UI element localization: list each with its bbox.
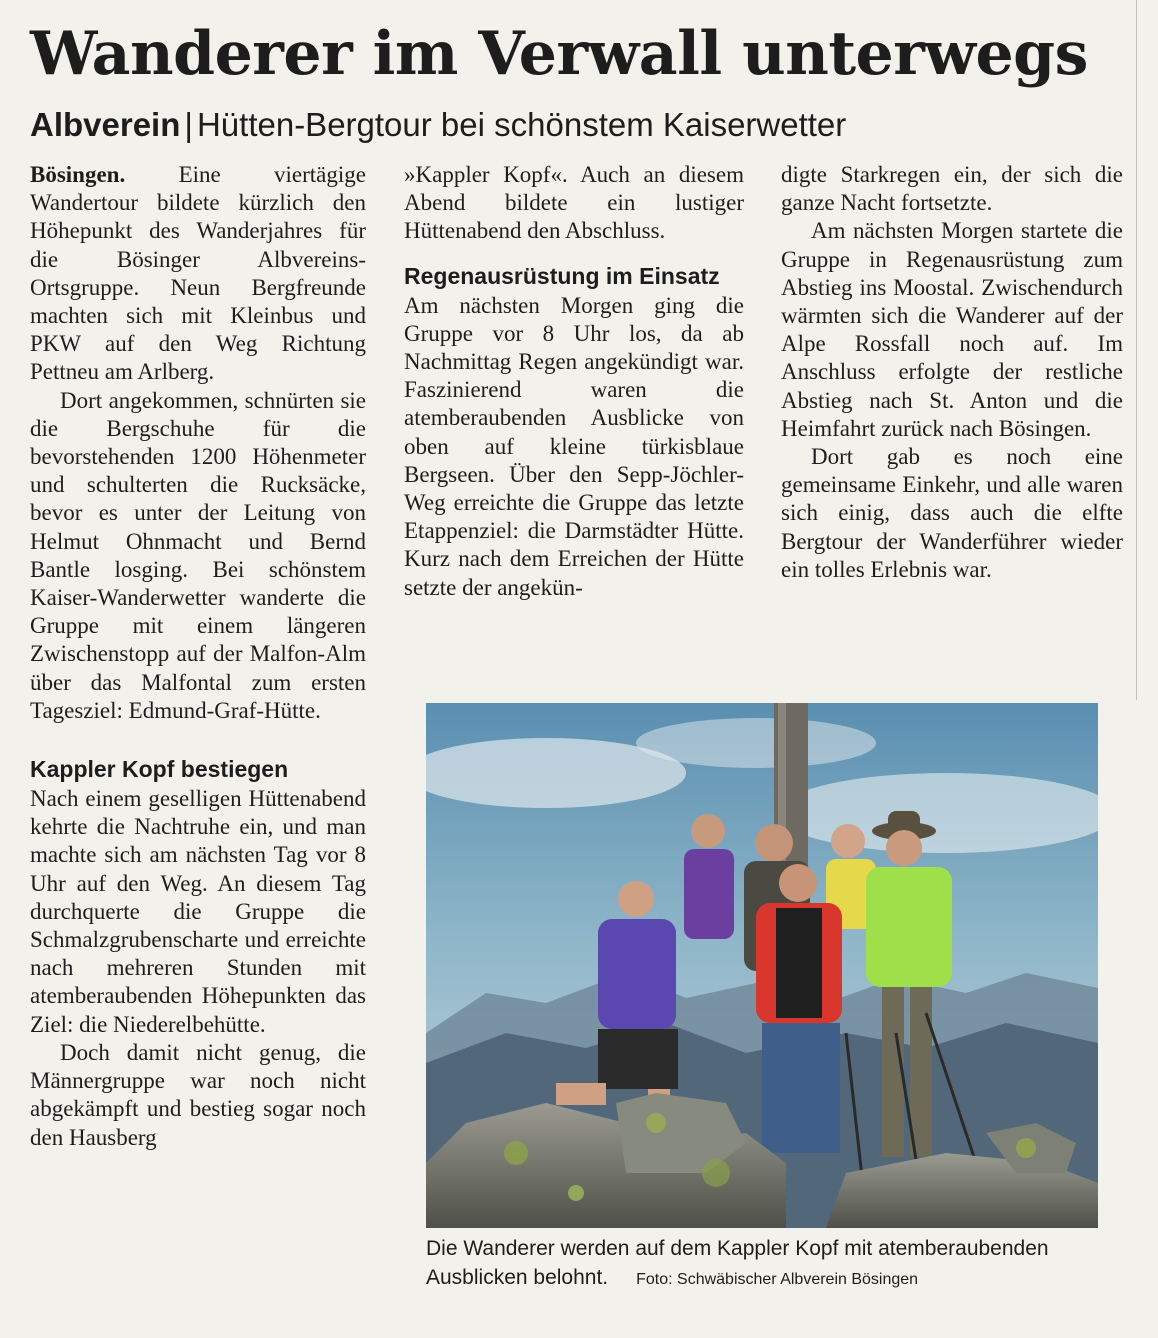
- kicker-separator: |: [184, 106, 193, 143]
- subheadline: Hütten-Bergtour bei schönstem Kaiserwetter: [196, 106, 847, 143]
- paragraph: Doch damit nicht genug, die Männergruppe war noch nicht abgekämpft und bestieg sogar noch den Hausberg: [30, 1039, 366, 1150]
- paragraph: Dort angekommen, schnürten sie die Bergschuhe für die bevorstehenden 1200 Höhenmeter und schulterten die Rucksäcke, bevor es unter der Leitung von Helmut Ohnmacht und Bernd Bantle losging. Bei schönstem Kaiser-Wanderwetter wanderte die Gruppe mit einem längeren Zwischenstopp auf der Malfon-Alm über das Malfontal zum ersten Tagesziel: Edmund-Graf-Hütte.: [30, 387, 366, 723]
- subheading: Regenausrüstung im Einsatz: [404, 262, 720, 289]
- summit-photo-illustration: [426, 703, 1098, 1228]
- dateline: Bösingen.: [30, 162, 126, 187]
- paragraph: »Kappler Kopf«. Auch an diesem Abend bildete ein lustiger Hüttenabend den Abschluss.: [404, 162, 744, 244]
- photo-caption-block: [426, 1234, 1116, 1294]
- article-column-2: [404, 161, 744, 602]
- photo-caption: Die Wanderer werden auf dem Kappler Kopf mit atemberaubenden Ausblicken belohnt.: [426, 1237, 1049, 1289]
- headline: Wanderer im Verwall unterwegs: [30, 19, 1088, 89]
- group-photo: [426, 703, 1098, 1228]
- paragraph: Am nächsten Morgen startete die Gruppe in Regenausrüstung zum Abstieg ins Moostal. Zwischendurch wärmten sich die Wanderer auf der Alpe Rossfall noch auf. Im Anschluss erfolgte der restliche Abstieg nach St. Anton und die Heimfahrt zurück nach Bösingen.: [781, 218, 1123, 441]
- kicker: Albverein: [30, 106, 181, 143]
- paragraph: Dort gab es noch eine gemeinsame Einkehr, und alle waren sich einig, dass auch die elfte Bergtour der Wanderführer wieder ein tolles Erlebnis war.: [781, 444, 1123, 582]
- paragraph: Nach einem geselligen Hüttenabend kehrte die Nachtruhe ein, und man machte sich am nächsten Tag vor 8 Uhr auf den Weg. An diesem Tag durchquerte die Gruppe die Schmalzgrubenscharte und erreichte nach mehreren Stunden mit atemberaubenden Höhepunkten das Ziel: die Niederelbehütte.: [30, 786, 366, 1037]
- paragraph: Am nächsten Morgen ging die Gruppe vor 8 Uhr los, da ab Nachmittag Regen angekündigt war. Faszinierend waren die atemberaubenden Ausblicke von oben auf kleine türkisblaue Bergseen. Über den Sepp-Jöchler-Weg erreichte die Gruppe das letzte Etappenziel: die Darmstädter Hütte. Kurz nach dem Erreichen der Hütte setzte der angekün-: [404, 292, 744, 600]
- paragraph: [30, 161, 366, 387]
- paragraph-text: Eine viertägige Wandertour bildete kürzlich den Höhepunkt des Wanderjahres für die Bösinger Albvereins-Ortsgruppe. Neun Bergfreunde machten sich mit Kleinbus und PKW auf den Weg Richtung Pettneu am Arlberg.: [30, 162, 366, 385]
- paragraph: digte Starkregen ein, der sich die ganze Nacht fortsetzte.: [781, 162, 1123, 216]
- article-column-1: [30, 161, 366, 1152]
- subheading: Kappler Kopf bestiegen: [30, 756, 289, 783]
- photo-credit: Foto: Schwäbischer Albverein Bösingen: [636, 1271, 919, 1288]
- subheadline-row: [30, 103, 1140, 147]
- article-column-3: [781, 161, 1123, 584]
